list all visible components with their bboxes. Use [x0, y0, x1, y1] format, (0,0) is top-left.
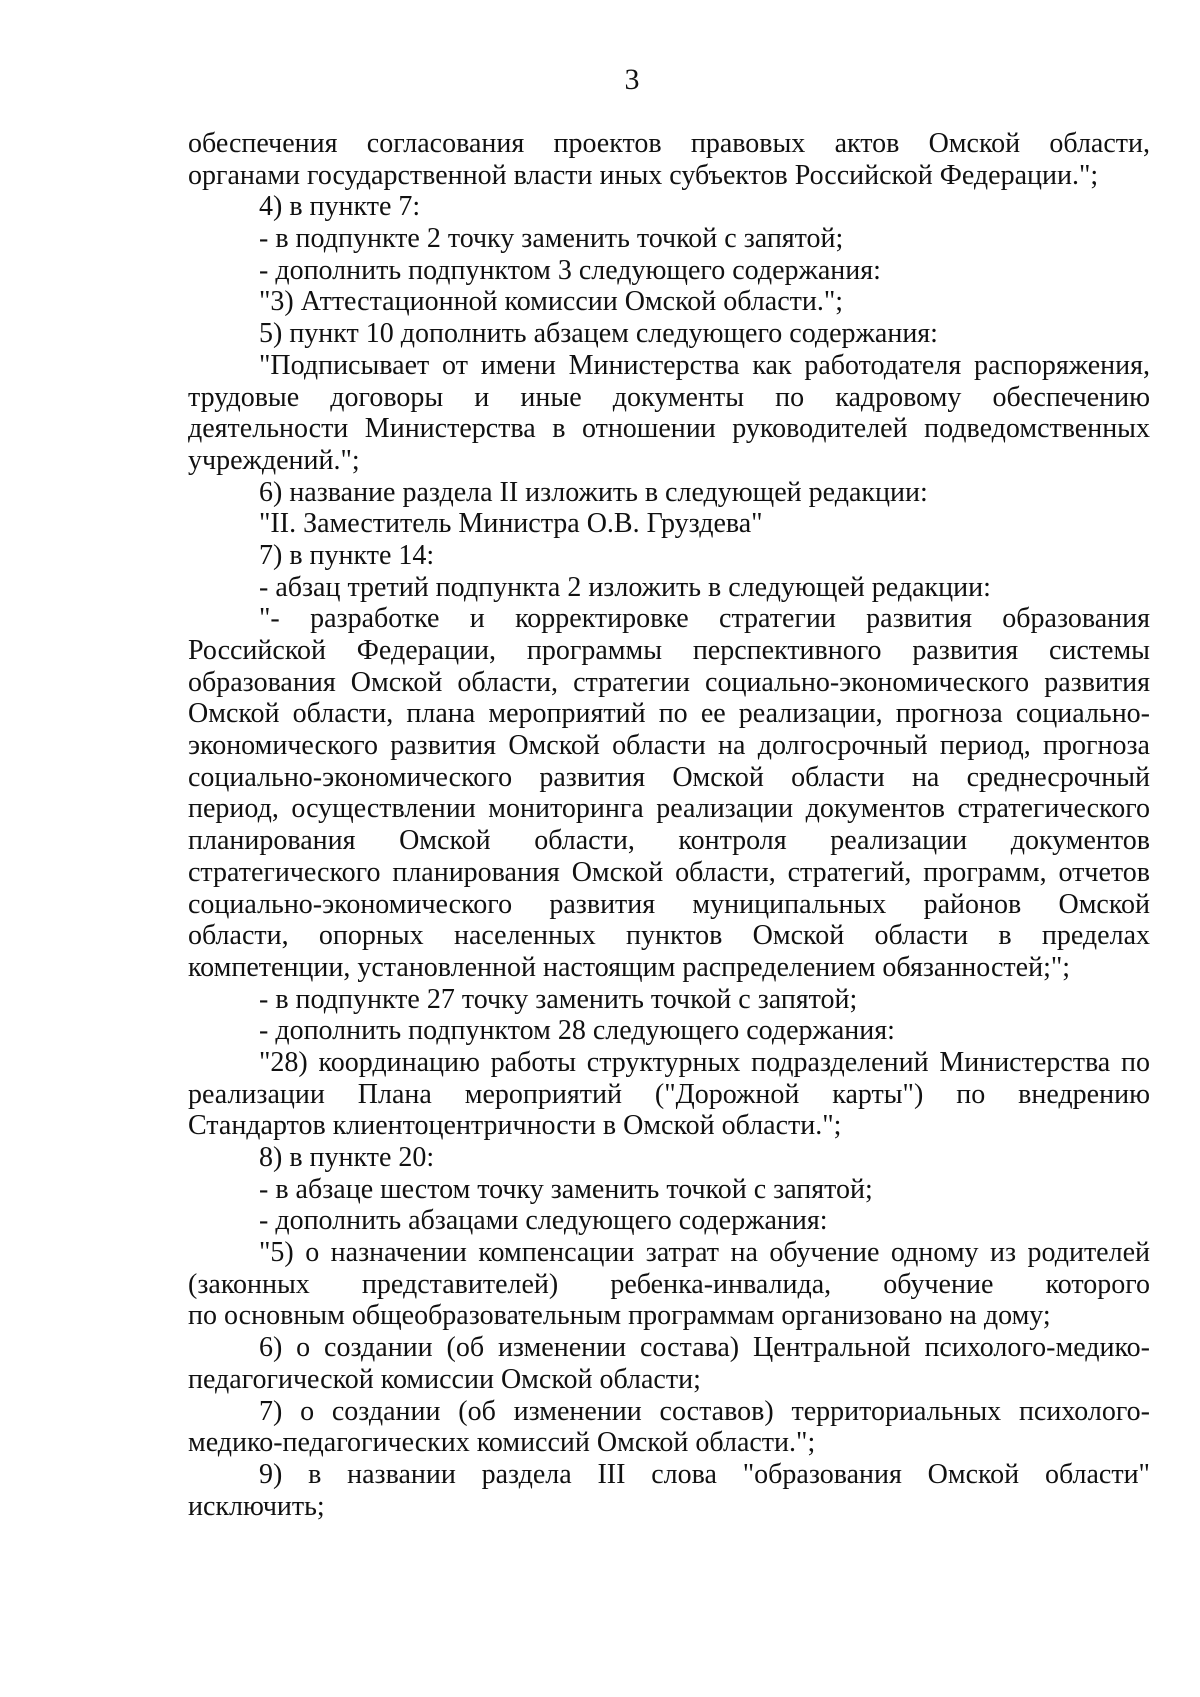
paragraph — [188, 572, 1150, 604]
text-line: "- разработке и корректировке стратегии развития образования — [259, 603, 1150, 635]
paragraph — [188, 1142, 1150, 1174]
text-line: "5) о назначении компенсации затрат на обучение одному из родителей — [259, 1237, 1150, 1269]
text-line: области, опорных населенных пунктов Омской области в пределах — [188, 920, 1150, 952]
text-line: - дополнить подпунктом 3 следующего содержания: — [259, 254, 881, 286]
paragraph — [188, 286, 1150, 318]
text-line: социально-экономического развития Омской области на среднесрочный — [188, 761, 1150, 793]
text-line: образования Омской области, стратегии социально-экономического развития — [188, 666, 1150, 698]
text-line: - в подпункте 2 точку заменить точкой с запятой; — [259, 223, 844, 255]
text-line: 6) название раздела II изложить в следующей редакции: — [259, 476, 928, 508]
paragraph — [188, 1015, 1150, 1047]
text-line: - в абзаце шестом точку заменить точкой с запятой; — [259, 1173, 873, 1205]
text-line: 7) в пункте 14: — [259, 539, 435, 571]
text-line: "3) Аттестационной комиссии Омской области."; — [259, 286, 844, 318]
text-line: 7) о создании (об изменении составов) территориальных психолого- — [259, 1395, 1150, 1427]
text-line: учреждений."; — [188, 444, 360, 476]
text-line: обеспечения согласования проектов правовых актов Омской области, — [188, 128, 1150, 159]
text-line: - абзац третий подпункта 2 изложить в следующей редакции: — [259, 571, 991, 603]
text-line: 4) в пункте 7: — [259, 191, 421, 223]
text-line: (законных представителей) ребенка-инвалида, обучение которого — [188, 1268, 1150, 1300]
text-line: - дополнить подпунктом 28 следующего содержания: — [259, 1015, 895, 1047]
paragraph — [188, 508, 1150, 540]
paragraph — [188, 1396, 1150, 1459]
text-line: деятельности Министерства в отношении руководителей подведомственных — [188, 413, 1150, 445]
text-line: 9) в названии раздела III слова "образования Омской области" — [259, 1458, 1150, 1490]
page-number: 3 — [624, 63, 640, 96]
paragraph — [188, 540, 1150, 572]
text-line: период, осуществлении мониторинга реализации документов стратегического — [188, 793, 1150, 825]
text-line: медико-педагогических комиссий Омской области."; — [188, 1427, 816, 1459]
text-line: "28) координацию работы структурных подразделений Министерства по — [259, 1046, 1150, 1078]
text-line: 5) пункт 10 дополнить абзацем следующего содержания: — [259, 318, 938, 350]
text-line: реализации Плана мероприятий ("Дорожной карты") по внедрению — [188, 1078, 1150, 1110]
text-line: - в подпункте 27 точку заменить точкой с запятой; — [259, 983, 858, 1015]
paragraph — [188, 128, 1150, 191]
text-line: по основным общеобразовательным программам организовано на дому; — [188, 1300, 1051, 1332]
text-line: компетенции, установленной настоящим распределением обязанностей;"; — [188, 951, 1071, 983]
paragraph — [188, 1459, 1150, 1522]
paragraph — [188, 984, 1150, 1016]
text-line: - дополнить абзацами следующего содержания: — [259, 1205, 828, 1237]
text-line: 6) о создании (об изменении состава) Центральной психолого-медико- — [259, 1332, 1150, 1364]
text-line: органами государственной власти иных субъектов Российской Федерации."; — [188, 159, 1099, 191]
paragraph — [188, 1174, 1150, 1206]
paragraph — [188, 255, 1150, 287]
text-line: Стандартов клиентоцентричности в Омской области."; — [188, 1110, 842, 1142]
paragraph — [188, 318, 1150, 350]
paragraph — [188, 477, 1150, 509]
text-line: Омской области, плана мероприятий по ее реализации, прогноза социально- — [188, 698, 1150, 730]
text-line: планирования Омской области, контроля реализации документов — [188, 825, 1150, 857]
paragraph — [188, 223, 1150, 255]
paragraph — [188, 350, 1150, 477]
paragraph — [188, 603, 1150, 983]
paragraph — [188, 1332, 1150, 1395]
paragraph — [188, 191, 1150, 223]
text-line: 8) в пункте 20: — [259, 1142, 435, 1173]
text-line: "II. Заместитель Министра О.В. Груздева" — [259, 508, 763, 540]
text-line: экономического развития Омской области на долгосрочный период, прогноза — [188, 730, 1150, 762]
text-line: "Подписывает от имени Министерства как работодателя распоряжения, — [259, 349, 1150, 381]
text-line: Российской Федерации, программы перспективного развития системы — [188, 635, 1150, 666]
paragraph — [188, 1047, 1150, 1142]
paragraph — [188, 1237, 1150, 1332]
document-body — [188, 128, 1150, 1522]
text-line: стратегического планирования Омской области, стратегий, программ, отчетов — [188, 856, 1150, 888]
text-line: педагогической комиссии Омской области; — [188, 1363, 701, 1395]
text-line: социально-экономического развития муниципальных районов Омской — [188, 888, 1150, 920]
paragraph — [188, 1205, 1150, 1237]
text-line: трудовые договоры и иные документы по кадровому обеспечению — [188, 381, 1150, 413]
text-line: исключить; — [188, 1490, 325, 1522]
